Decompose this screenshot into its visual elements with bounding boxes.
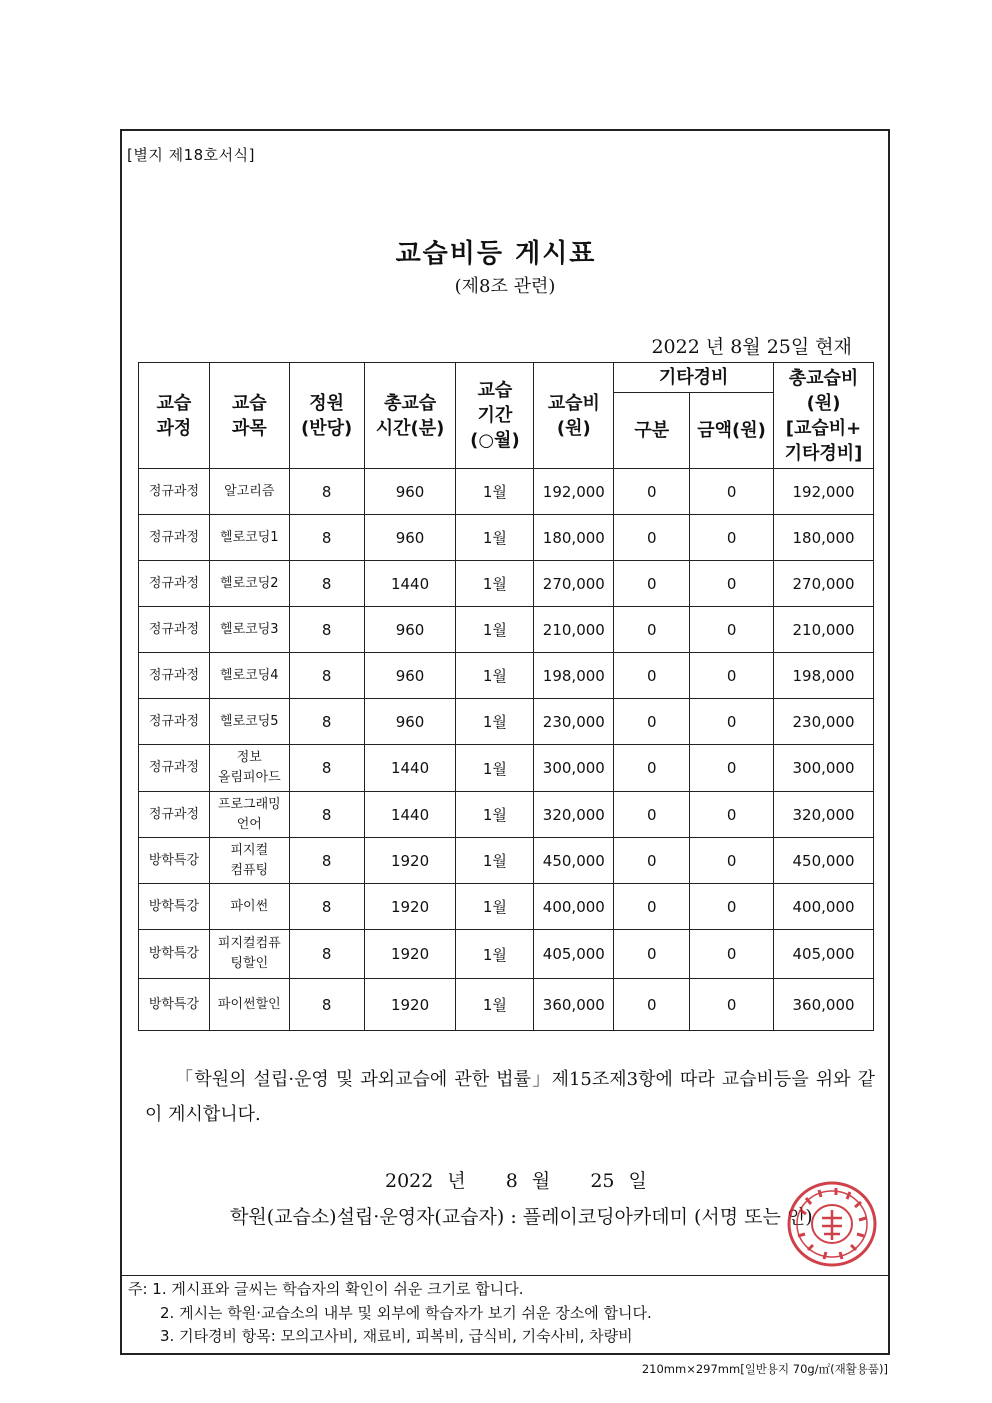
header-grand-total: 총교습비 (원) [교습비+ 기타경비] [774, 363, 874, 469]
cell-subject: 헬로코딩1 [209, 515, 289, 561]
cell-subject: 피지컬컴퓨 팅할인 [209, 930, 289, 979]
cell-grand-total: 210,000 [774, 607, 874, 653]
cell-subject: 파이썬 [209, 884, 289, 930]
signer-line: 학원(교습소)설립·운영자(교습자) : 플레이코딩아카데미 (서명 또는 인) [230, 1206, 813, 1228]
cell-grand-total: 300,000 [774, 745, 874, 792]
cell-total-minutes: 1920 [364, 838, 456, 884]
footnote-3: 3. 기타경비 항목: 모의고사비, 재료비, 피복비, 급식비, 기숙사비, 차량비 [160, 1327, 633, 1345]
cell-grand-total: 270,000 [774, 561, 874, 607]
cell-course: 정규과정 [139, 469, 210, 515]
cell-capacity: 8 [289, 561, 364, 607]
cell-subject: 정보 올림피아드 [209, 745, 289, 792]
header-other-type: 구분 [614, 393, 690, 469]
header-other-expenses: 기타경비 [614, 363, 774, 393]
footnote-2: 2. 게시는 학원·교습소의 내부 및 외부에 학습자가 보기 쉬운 장소에 합니다. [160, 1303, 652, 1322]
cell-fee: 230,000 [534, 699, 614, 745]
cell-fee: 300,000 [534, 745, 614, 792]
cell-grand-total: 192,000 [774, 469, 874, 515]
form-number-label: [별지 제18호서식] [127, 146, 255, 164]
cell-period: 1월 [456, 561, 534, 607]
table-row [139, 561, 874, 607]
cell-capacity: 8 [289, 979, 364, 1031]
cell-subject: 헬로코딩5 [209, 699, 289, 745]
cell-grand-total: 320,000 [774, 792, 874, 838]
cell-period: 1월 [456, 469, 534, 515]
cell-course: 방학특강 [139, 979, 210, 1031]
cell-fee: 400,000 [534, 884, 614, 930]
page-subtitle: (제8조 관련) [454, 276, 556, 297]
cell-subject: 파이썬할인 [209, 979, 289, 1031]
cell-subject: 헬로코딩2 [209, 561, 289, 607]
table-row [139, 930, 874, 979]
table-row [139, 469, 874, 515]
cell-subject: 피지컬 컴퓨팅 [209, 838, 289, 884]
cell-other-amount: 0 [690, 607, 774, 653]
table-row [139, 979, 874, 1031]
cell-other-type: 0 [614, 745, 690, 792]
cell-other-amount: 0 [690, 515, 774, 561]
cell-grand-total: 180,000 [774, 515, 874, 561]
cell-other-type: 0 [614, 884, 690, 930]
header-period: 교습 기간 (○월) [456, 363, 534, 469]
footnote-divider [120, 1275, 890, 1276]
cell-course: 정규과정 [139, 699, 210, 745]
fee-table-body [139, 469, 874, 1031]
cell-capacity: 8 [289, 792, 364, 838]
cell-period: 1월 [456, 979, 534, 1031]
table-row [139, 884, 874, 930]
cell-course: 방학특강 [139, 930, 210, 979]
as-of-date: 2022 년 8월 25일 현재 [651, 336, 852, 358]
cell-period: 1월 [456, 792, 534, 838]
cell-period: 1월 [456, 653, 534, 699]
cell-subject: 프로그래밍 언어 [209, 792, 289, 838]
cell-subject: 알고리즘 [209, 469, 289, 515]
cell-total-minutes: 1920 [364, 884, 456, 930]
table-row [139, 745, 874, 792]
cell-course: 방학특강 [139, 838, 210, 884]
fee-table [138, 362, 874, 1031]
cell-other-type: 0 [614, 515, 690, 561]
header-subject: 교습 과목 [209, 363, 289, 469]
cell-period: 1월 [456, 699, 534, 745]
cell-course: 정규과정 [139, 561, 210, 607]
cell-fee: 198,000 [534, 653, 614, 699]
header-course: 교습 과정 [139, 363, 210, 469]
table-row [139, 838, 874, 884]
cell-other-type: 0 [614, 930, 690, 979]
cell-course: 정규과정 [139, 792, 210, 838]
cell-grand-total: 198,000 [774, 653, 874, 699]
cell-total-minutes: 1920 [364, 930, 456, 979]
cell-total-minutes: 960 [364, 469, 456, 515]
date-month: 8 월 [505, 1170, 551, 1192]
cell-subject: 헬로코딩4 [209, 653, 289, 699]
table-row [139, 699, 874, 745]
cell-other-type: 0 [614, 653, 690, 699]
cell-capacity: 8 [289, 884, 364, 930]
cell-other-type: 0 [614, 469, 690, 515]
cell-grand-total: 360,000 [774, 979, 874, 1031]
cell-total-minutes: 1920 [364, 979, 456, 1031]
cell-period: 1월 [456, 607, 534, 653]
cell-fee: 450,000 [534, 838, 614, 884]
legal-statement: 「학원의 설립·운영 및 과외교습에 관한 법률」제15조제3항에 따라 교습비등을 위와 같이 게시합니다. [145, 1069, 875, 1125]
cell-course: 정규과정 [139, 653, 210, 699]
cell-capacity: 8 [289, 515, 364, 561]
cell-course: 정규과정 [139, 515, 210, 561]
cell-grand-total: 230,000 [774, 699, 874, 745]
cell-total-minutes: 960 [364, 653, 456, 699]
cell-other-amount: 0 [690, 838, 774, 884]
paper-spec: 210mm×297mm[일반용지 70g/㎡(재활용품)] [641, 1362, 888, 1376]
cell-total-minutes: 1440 [364, 745, 456, 792]
cell-fee: 192,000 [534, 469, 614, 515]
cell-period: 1월 [456, 838, 534, 884]
cell-other-type: 0 [614, 838, 690, 884]
cell-course: 정규과정 [139, 745, 210, 792]
cell-other-amount: 0 [690, 653, 774, 699]
footnote-1: 주: 1. 게시표와 글씨는 학습자의 확인이 쉬운 크기로 합니다. [128, 1280, 524, 1298]
cell-other-amount: 0 [690, 561, 774, 607]
header-total-time: 총교습 시간(분) [364, 363, 456, 469]
date-day: 25 일 [590, 1170, 647, 1192]
cell-course: 정규과정 [139, 607, 210, 653]
seal-icon [786, 1180, 878, 1268]
cell-capacity: 8 [289, 607, 364, 653]
cell-other-type: 0 [614, 561, 690, 607]
cell-other-type: 0 [614, 792, 690, 838]
cell-grand-total: 405,000 [774, 930, 874, 979]
cell-capacity: 8 [289, 699, 364, 745]
cell-other-type: 0 [614, 607, 690, 653]
cell-capacity: 8 [289, 469, 364, 515]
cell-period: 1월 [456, 930, 534, 979]
cell-capacity: 8 [289, 930, 364, 979]
page-title: 교습비등 게시표 [395, 239, 597, 269]
cell-total-minutes: 1440 [364, 561, 456, 607]
footnotes [128, 1278, 652, 1349]
cell-grand-total: 450,000 [774, 838, 874, 884]
cell-total-minutes: 1440 [364, 792, 456, 838]
table-row [139, 607, 874, 653]
cell-other-amount: 0 [690, 699, 774, 745]
cell-fee: 180,000 [534, 515, 614, 561]
cell-capacity: 8 [289, 745, 364, 792]
cell-fee: 270,000 [534, 561, 614, 607]
cell-period: 1월 [456, 515, 534, 561]
cell-other-type: 0 [614, 979, 690, 1031]
cell-capacity: 8 [289, 653, 364, 699]
cell-other-amount: 0 [690, 979, 774, 1031]
table-row [139, 792, 874, 838]
signature-date [385, 1166, 673, 1193]
cell-course: 방학특강 [139, 884, 210, 930]
cell-other-type: 0 [614, 699, 690, 745]
table-row [139, 515, 874, 561]
cell-period: 1월 [456, 884, 534, 930]
header-other-amount: 금액(원) [690, 393, 774, 469]
cell-capacity: 8 [289, 838, 364, 884]
cell-other-amount: 0 [690, 930, 774, 979]
cell-total-minutes: 960 [364, 699, 456, 745]
cell-other-amount: 0 [690, 884, 774, 930]
cell-period: 1월 [456, 745, 534, 792]
header-fee: 교습비 (원) [534, 363, 614, 469]
cell-other-amount: 0 [690, 469, 774, 515]
header-capacity: 정원 (반당) [289, 363, 364, 469]
cell-total-minutes: 960 [364, 515, 456, 561]
cell-other-amount: 0 [690, 745, 774, 792]
cell-fee: 405,000 [534, 930, 614, 979]
cell-fee: 210,000 [534, 607, 614, 653]
cell-subject: 헬로코딩3 [209, 607, 289, 653]
date-year: 2022 년 [385, 1170, 466, 1192]
cell-fee: 320,000 [534, 792, 614, 838]
cell-grand-total: 400,000 [774, 884, 874, 930]
table-row [139, 653, 874, 699]
cell-total-minutes: 960 [364, 607, 456, 653]
cell-fee: 360,000 [534, 979, 614, 1031]
cell-other-amount: 0 [690, 792, 774, 838]
